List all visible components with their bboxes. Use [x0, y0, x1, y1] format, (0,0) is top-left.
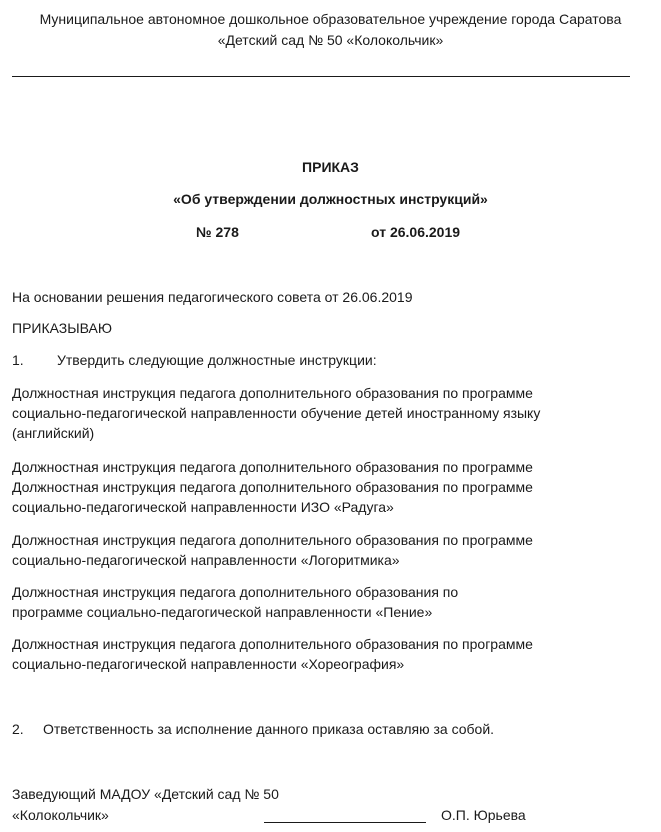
signatory-name: О.П. Юрьева [441, 807, 526, 823]
instruction-line: социально-педагогической направленности «Логоритмика» [12, 552, 400, 568]
item1-text: Утвердить следующие должностные инструкции: [57, 352, 377, 368]
signatory-position-line2: «Колокольчик» [12, 807, 109, 823]
instruction-line: Должностная инструкция педагога дополнительного образования по программе [12, 459, 533, 475]
instruction-line: Должностная инструкция педагога дополнительного образования по программе [12, 385, 533, 401]
item1-number: 1. [12, 352, 24, 368]
order-subject: «Об утверждении должностных инструкций» [173, 191, 488, 207]
decree-word: ПРИКАЗЫВАЮ [12, 320, 113, 336]
instruction-line: программе социально-педагогической направленности «Пение» [12, 604, 433, 620]
org-name-line2: «Детский сад № 50 «Колокольчик» [217, 32, 444, 48]
item2-text: Ответственность за исполнение данного приказа оставляю за собой. [43, 721, 495, 737]
order-title: ПРИКАЗ [302, 159, 359, 175]
order-date: от 26.06.2019 [371, 224, 461, 240]
instruction-choreography [12, 634, 533, 674]
instruction-singing [12, 582, 458, 622]
instruction-line: социально-педагогической направленности ИЗО «Радуга» [12, 499, 394, 515]
instruction-line: Должностная инструкция педагога дополнительного образования по программе [12, 532, 533, 548]
org-name-line1: Муниципальное автономное дошкольное образовательное учреждение города Саратова [39, 11, 622, 27]
instruction-logorhythmics [12, 530, 533, 570]
instruction-line: социально-педагогической направленности «Хореография» [12, 656, 405, 672]
header-rule [12, 76, 630, 77]
instruction-izo [12, 457, 533, 517]
instruction-line: (английский) [12, 425, 95, 441]
signatory-position-line1: Заведующий МАДОУ «Детский сад № 50 [12, 786, 279, 802]
instruction-line: Должностная инструкция педагога дополнительного образования по программе [12, 479, 533, 495]
order-number: № 278 [196, 224, 239, 240]
instruction-line: Должностная инструкция педагога дополнительного образования по программе [12, 636, 533, 652]
instruction-english [12, 383, 540, 443]
signature-line [264, 822, 426, 823]
order-basis: На основании решения педагогического совета от 26.06.2019 [12, 289, 413, 305]
instruction-line: Должностная инструкция педагога дополнительного образования по [12, 584, 459, 600]
instruction-line: социально-педагогической направленности обучение детей иностранному языку [12, 405, 541, 421]
item2-number: 2. [12, 721, 24, 737]
